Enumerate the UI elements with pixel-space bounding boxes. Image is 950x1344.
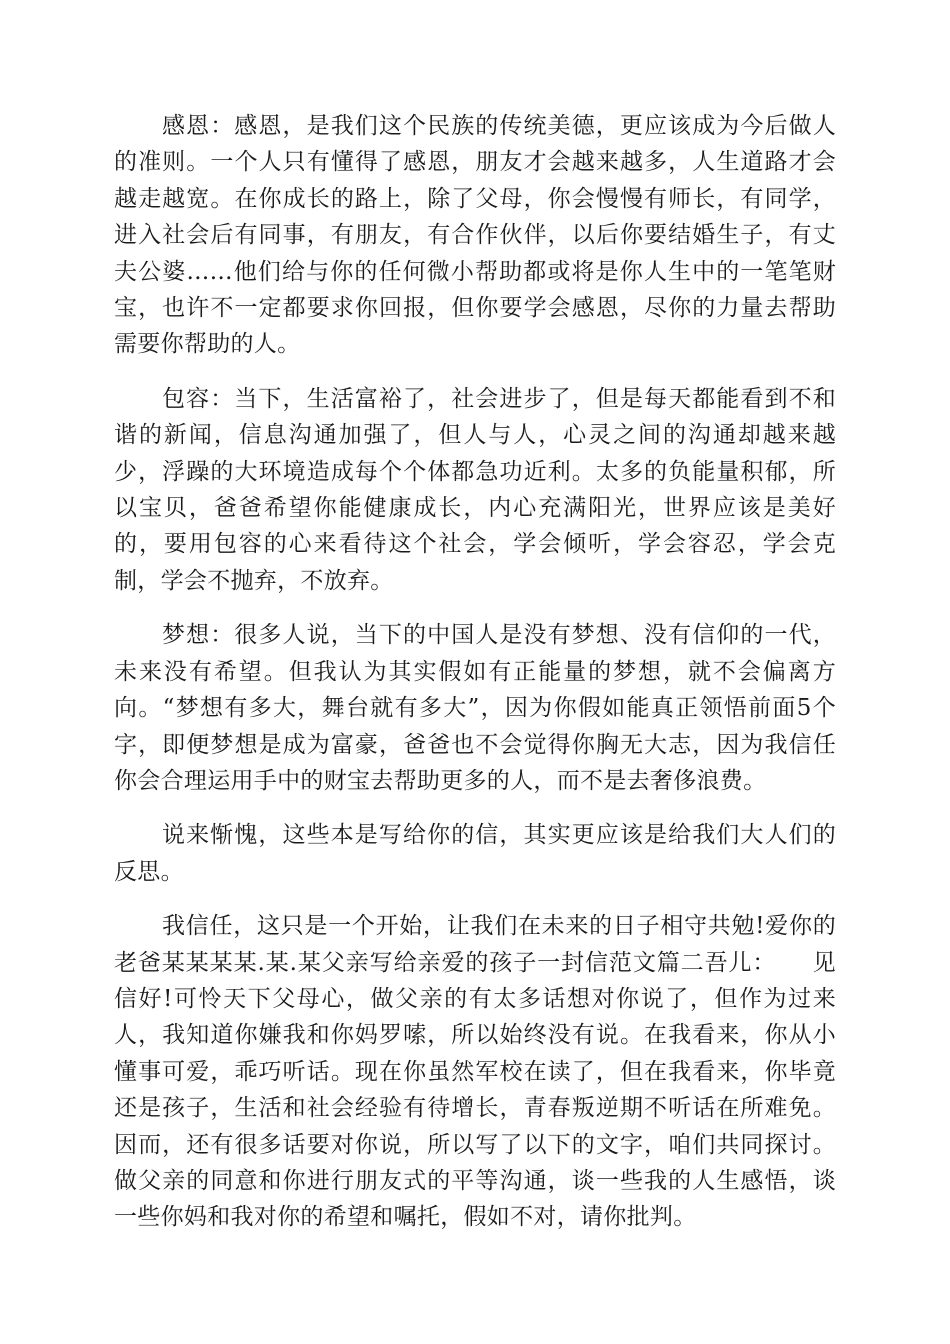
paragraph-reflection: 说来惭愧，这些本是写给你的信，其实更应该是给我们大人们的反思。 [114,822,836,885]
paragraph-tolerance: 包容：当下，生活富裕了，社会进步了，但是每天都能看到不和谐的新闻，信息沟通加强了，但人与人，心灵之间的沟通却越来越少，浮躁的大环境造成每个个体都急功近利。太多的负能量积郁，所以宝贝，爸爸希望你能健康成长，内心充满阳光，世界应该是美好的，要用包容的心来看待这个社会，学会倾听，学会容忍，学会克制，学会不抛弃，不放弃。 [114,385,836,594]
paragraph-second-letter: 我信任，这只是一个开始，让我们在未来的日子相守共勉!爱你的老爸某某某某.某.某父亲写给亲爱的孩子一封信范文篇二吾儿： 见信好!可怜天下父母心，做父亲的有太多话想对你说了，但作为过来人，我知道你嫌我和你妈罗嗦，所以始终没有说。在我看来，你从小懂事可爱，乖巧听话。现在你虽然军校在读了，但在我看来，你毕竟还是孩子，生活和社会经验有待增长，青春叛逆期不听话在所难免。因而，还有很多话要对你说，所以写了以下的文字，咱们共同探讨。做父亲的同意和你进行朋友式的平等沟通，谈一些我的人生感悟，谈一些你妈和我对你的希望和嘱托，假如不对，请你批判。 [114,913,836,1231]
paragraph-gratitude: 感恩：感恩，是我们这个民族的传统美德，更应该成为今后做人的准则。一个人只有懂得了感恩，朋友才会越来越多，人生道路才会越走越宽。在你成长的路上，除了父母，你会慢慢有师长，有同学，进入社会后有同事，有朋友，有合作伙伴，以后你要结婚生子，有丈夫公婆……他们给与你的任何微小帮助都或将是你人生中的一笔笔财宝，也许不一定都要求你回报，但你要学会感恩，尽你的力量去帮助需要你帮助的人。 [114,113,836,358]
paragraph-dream: 梦想：很多人说，当下的中国人是没有梦想、没有信仰的一代，未来没有希望。但我认为其实假如有正能量的梦想，就不会偏离方向。“梦想有多大，舞台就有多大”，因为你假如能真正领悟前面5个字，即便梦想是成为富豪，爸爸也不会觉得你胸无大志，因为我信任你会合理运用手中的财宝去帮助更多的人，而不是去奢侈浪费。 [114,622,836,794]
document-body [114,108,836,1236]
